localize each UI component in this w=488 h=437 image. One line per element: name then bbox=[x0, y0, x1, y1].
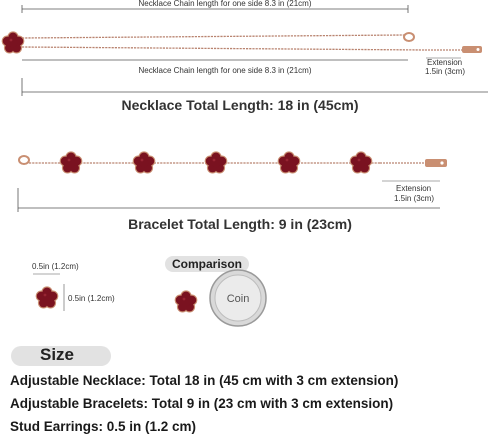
comparison-flower bbox=[175, 290, 198, 312]
bracelet-extension-label: Extension bbox=[396, 184, 432, 193]
bracelet-illustration bbox=[18, 151, 447, 232]
necklace-extension-label: Extension bbox=[427, 58, 463, 67]
necklace-mid-length-label: Necklace Chain length for one side 8.3 in (21cm) bbox=[138, 66, 312, 75]
necklace-extension-value: 1.5in (3cm) bbox=[425, 67, 466, 76]
size-section-title: Size bbox=[40, 345, 75, 364]
bracelet-flower-3 bbox=[205, 151, 228, 173]
bracelet-flower-5 bbox=[350, 151, 373, 173]
stud-earring-illustration bbox=[32, 262, 115, 311]
necklace-top-length-label: Necklace Chain length for one side 8.3 in (21cm) bbox=[138, 0, 312, 8]
coin-label: Coin bbox=[226, 293, 250, 305]
bracelet-extension-value: 1.5in (3cm) bbox=[394, 194, 435, 203]
necklace-total-length: Necklace Total Length: 18 in (45cm) bbox=[121, 97, 359, 113]
necklace-illustration bbox=[2, 0, 488, 113]
spec-stud-earrings: Stud Earrings: 0.5 in (1.2 cm) bbox=[10, 419, 197, 434]
bracelet-total-length: Bracelet Total Length: 9 in (23cm) bbox=[128, 216, 352, 232]
comparison-illustration bbox=[165, 256, 266, 326]
stud-width-label: 0.5in (1.2cm) bbox=[32, 262, 79, 271]
stud-flower bbox=[36, 286, 59, 308]
bracelet-flower-2 bbox=[133, 151, 156, 173]
comparison-title: Comparison bbox=[171, 257, 243, 271]
stud-height-label: 0.5in (1.2cm) bbox=[68, 294, 115, 303]
bracelet-flower-1 bbox=[60, 151, 83, 173]
spec-necklace: Adjustable Necklace: Total 18 in (45 cm with 3 cm extension) bbox=[10, 373, 399, 388]
necklace-flower-pendant bbox=[2, 31, 25, 53]
spec-bracelet: Adjustable Bracelets: Total 9 in (23 cm with 3 cm extension) bbox=[10, 396, 394, 411]
bracelet-flower-4 bbox=[278, 151, 301, 173]
